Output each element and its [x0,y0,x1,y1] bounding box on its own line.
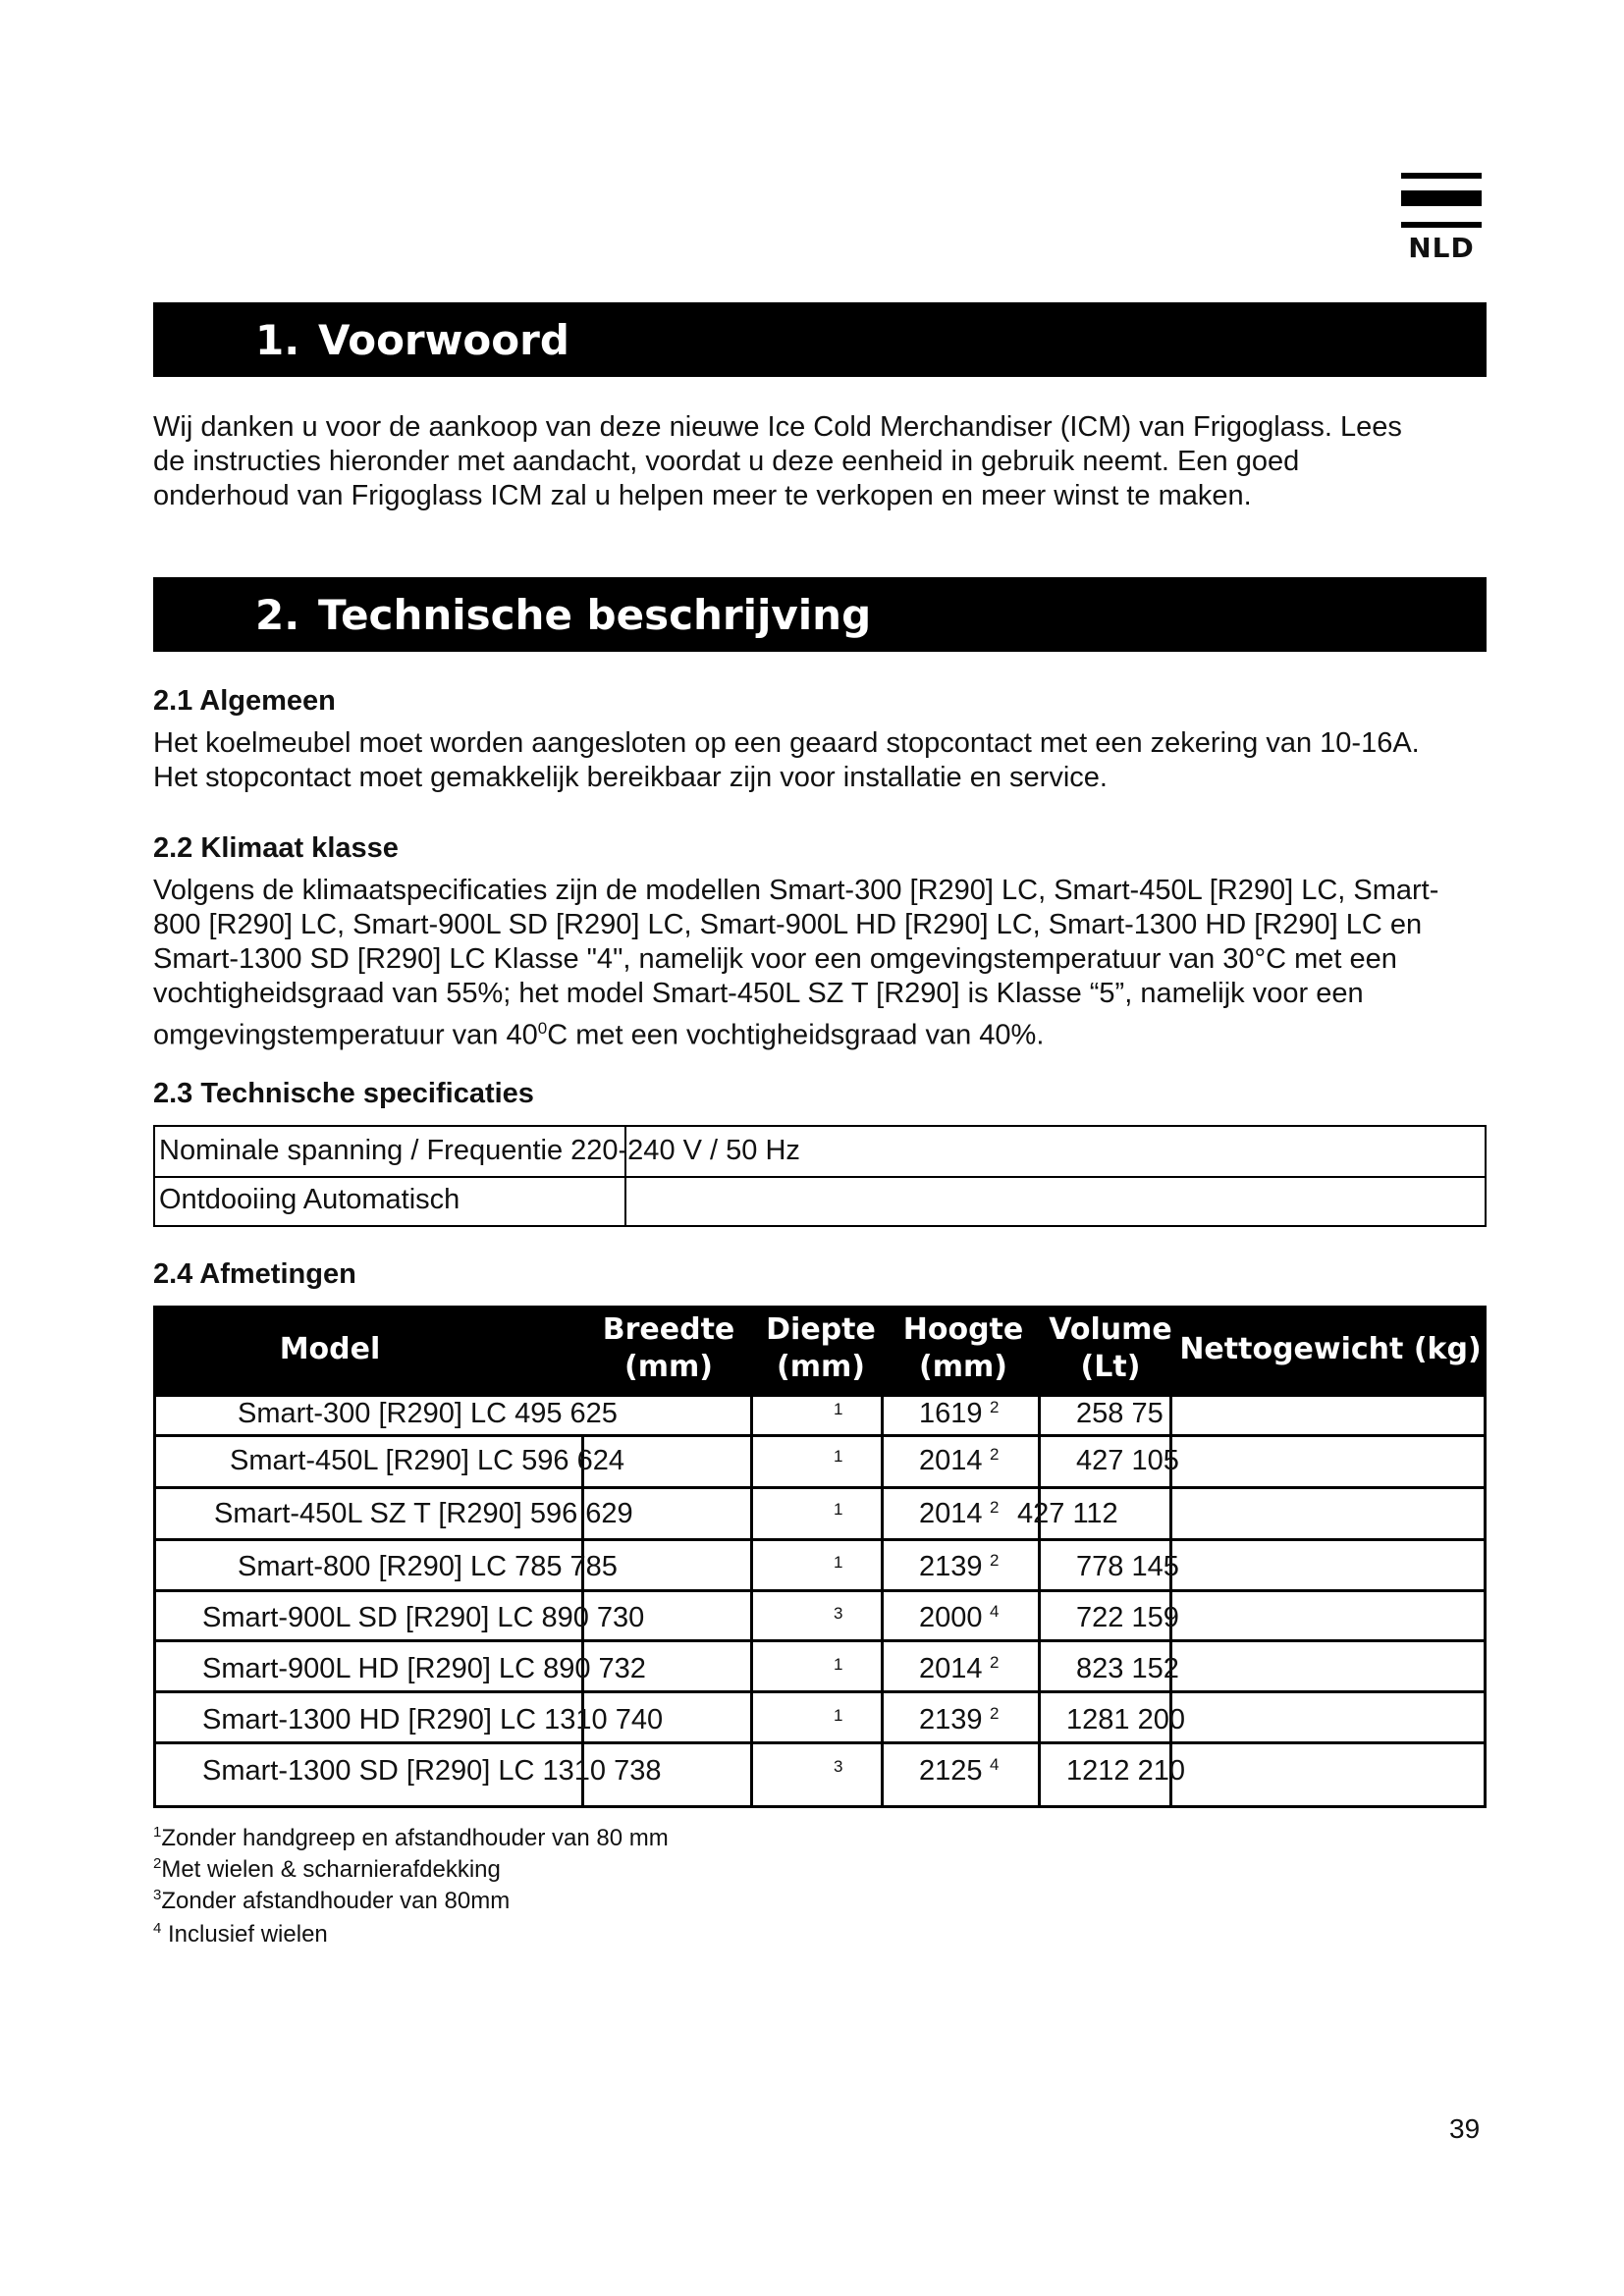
footnote-3: $^3$Zonder afstandhouder van 80mm [153,1887,511,1914]
subsection-2-1-text: Het koelmeubel moet worden aangesloten op een geaard stopcontact met een zekering van 10-16A. Het stopcontact moet gemakkelijk bereikbaar zijn voor installatie en service. [153,727,1420,793]
section-2-header [153,577,1487,652]
spec-table [153,1125,1487,1227]
header-volume: Volume (Lt) [1049,1312,1172,1384]
spec-row-voltage: Nominale spanning / Frequentie 220-240 V / 50 Hz [159,1135,800,1166]
subsection-2-3-heading: 2.3 Technische specificaties [153,1078,534,1109]
header-nettogewicht: Nettogewicht (kg) [1179,1332,1482,1366]
subsection-2-4-heading: 2.4 Afmetingen [153,1258,356,1290]
spec-row-defrost: Ontdooiing Automatisch [159,1184,460,1215]
footnote-1: $^1$Zonder handgreep en afstandhouder van 80 mm [153,1824,669,1851]
nld-flag-icon [1401,173,1482,228]
header-model: Model [279,1332,381,1366]
country-code: NLD [1408,232,1475,264]
page-number: 39 [1449,2113,1481,2144]
subsection-2-2-text: Volgens de klimaatspecificaties zijn de modellen Smart-300 [R290] LC, Smart-450L [R290] LC, Smart- 800 [R290] LC, Smart-900L SD [R290] LC, Smart-900L HD [R290] LC, Smart-1300 HD [R290] LC en Smart-1300 SD [R290] LC Klasse "4", namelijk voor een omgevingstemperatuur van 30°C met een vochtigheidsgraad van 55%; het model Smart-450L SZ T [R290] is Klasse “5”, namelijk voor een omgevingstemperatuur van $40^0C$ met een vochtigheidsgraad van 40%. [153,875,1439,1051]
section-1-text: Wij danken u voor de aankoop van deze nieuwe Ice Cold Merchandiser (ICM) van Frigoglass. Lees de instructies hieronder met aandacht, voordat u deze eenheid in gebruik neemt. Een goed onderhoud van Frigoglass ICM zal u helpen meer te verkopen en meer winst te maken. [153,411,1402,511]
section-1-number: 1. [255,316,300,364]
header-breedte: Breedte (mm) [602,1312,735,1384]
footnote-4: $^4$ Inclusief wielen [153,1920,328,1948]
section-1-title: Voorwoord [318,316,569,364]
subsection-2-2-heading: 2.2 Klimaat klasse [153,832,399,864]
section-1-header [153,302,1487,377]
section-2-number: 2. [255,591,300,639]
dimensions-table-header [153,1306,1487,1394]
subsection-2-1-heading: 2.1 Algemeen [153,685,336,717]
footnote-2: $^2$Met wielen & scharnierafdekking [153,1855,501,1883]
header-diepte: Diepte (mm) [766,1312,876,1384]
header-hoogte: Hoogte (mm) [902,1312,1024,1384]
section-2-title: Technische beschrijving [318,591,872,639]
dimensions-table: Model Breedte (mm) Diepte (mm) Hoogte (mm) Volume (Lt) Nettogewicht (kg) Smart-300 [R290] LC 495 625 1 1619 2 258 75 Smart-450L [R290] LC 596 624 1 2014 2 427 105 Smart-450L SZ T [R290] 596 629 1 2014 2 427 112 Smart-800 [R290] LC 785 785 1 2139 2 778 145 Smart-900L SD [R290] LC 890 730 3 2000 4 722 159 Smart-900L HD [R290] LC 890 732 1 2014 2 823 152 Smart-1300 HD [R290] LC 1310 740 1 2139 2 1281 200 Smart-1300 SD [R290] LC 1310 738 3 2125 4 1212 210 [153,1306,1487,1808]
